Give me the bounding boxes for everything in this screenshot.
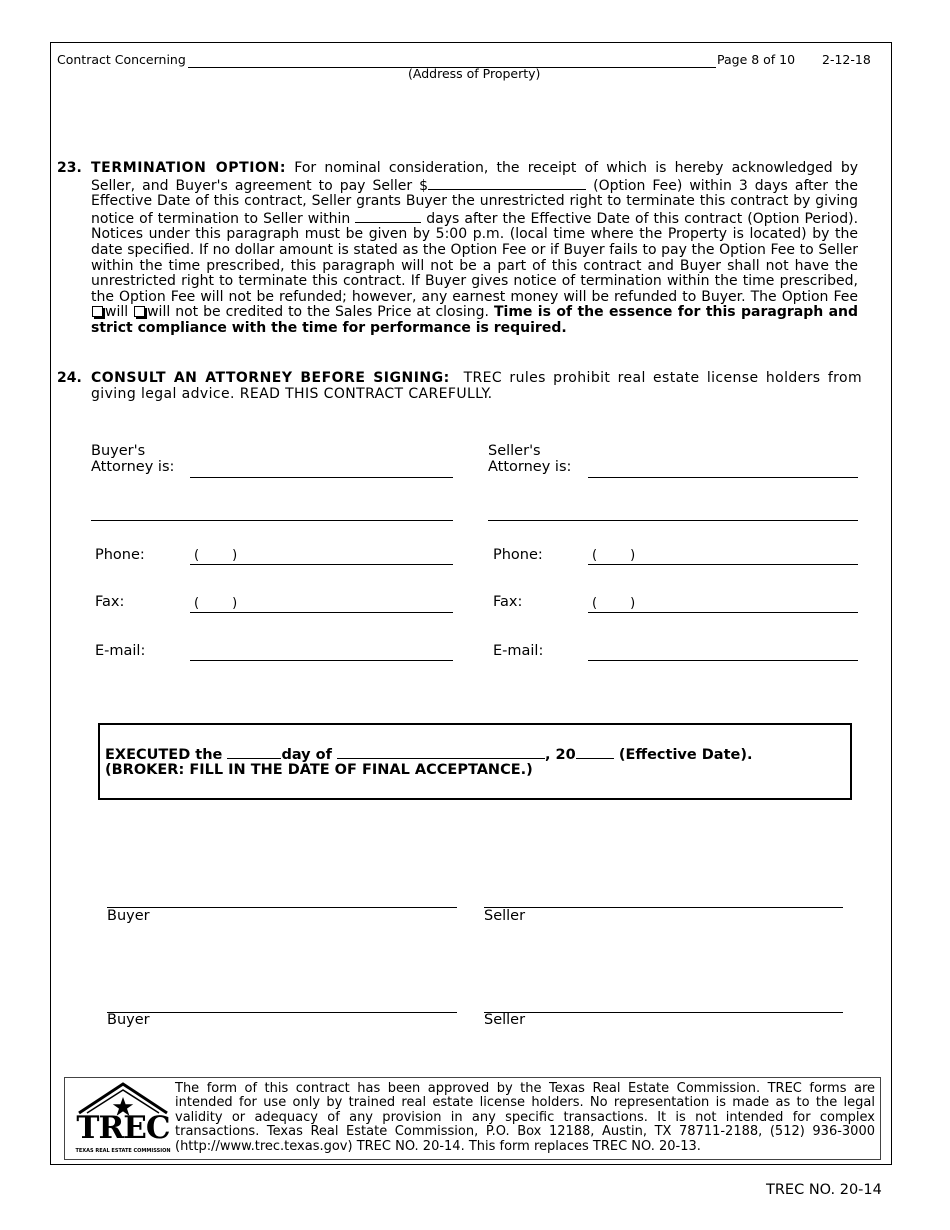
section-24-text: TREC rules prohibit real estate license holders from giving legal advice. READ THIS CONTRACT CAREFULLY.: [91, 370, 863, 402]
footer-disclaimer: The form of this contract has been approved by the Texas Real Estate Commission. TREC forms are intended for use only by trained real estate license holders. No representation is made as to the legal validity or adequacy of any provision in any specific transactions. It is not intended for complex transactions. Texas Real Estate Commission, P.O. Box 12188, Austin, TX 78711-2188, (512) 936-3000 (http://www.trec.texas.gov) TREC NO. 20-14. This form replaces TREC NO. 20-13.: [175, 1081, 875, 1154]
buyer-attorney-label-2: Attorney is:: [91, 459, 175, 475]
page-number: Page 8 of 10: [717, 52, 796, 67]
seller-attorney-label-1: Seller's: [488, 443, 541, 459]
buyer-email-line[interactable]: [190, 660, 453, 661]
seller-attorney-name-line[interactable]: [588, 477, 858, 478]
executed-the-label: EXECUTED the: [105, 747, 223, 763]
trec-logo-wordmark: TREC: [76, 1110, 170, 1146]
address-caption: (Address of Property): [408, 66, 541, 81]
buyer-signature-label-2: Buyer: [107, 1012, 150, 1028]
section-23-paragraph: [91, 161, 858, 337]
executed-line-1: [105, 746, 752, 763]
section-23-title: TERMINATION OPTION:: [91, 160, 287, 176]
section-23-number: 23.: [57, 160, 82, 176]
buyer-signature-line-1[interactable]: [107, 907, 457, 908]
section-23-text-b: (Option Fee) within 3 days after the Effective Date of this contract, Seller grants Buyer the unrestricted right to terminate this contract by giving notice of termination to Seller within: [91, 177, 859, 227]
buyer-phone-line[interactable]: [190, 564, 453, 565]
form-revision-date: 2-12-18: [822, 52, 871, 67]
seller-fax-area-code: ( ): [592, 596, 636, 611]
effective-date-label: (Effective Date).: [618, 747, 753, 763]
buyer-phone-area-code: ( ): [194, 548, 238, 563]
contract-concerning-label: Contract Concerning: [57, 52, 186, 67]
seller-attorney-label-2: Attorney is:: [488, 459, 572, 475]
seller-fax-line[interactable]: [588, 612, 858, 613]
section-23-text-c: days after the Effective Date of this contract (Option Period). Notices under this paragraph must be given by 5:00 p.m. (local time where the Property is located) by the date specified. If no dollar amount is stated as the Option Fee or if Buyer fails to pay the Option Fee to Seller within the time prescribed, this paragraph will not be a part of this contract and Buyer shall not have the unrestricted right to terminate this contract. If Buyer gives notice of termination within the time prescribed, the Option Fee will not be refunded; however, any earnest money will be refunded to Buyer. The Option Fee: [91, 210, 859, 305]
buyer-fax-line[interactable]: [190, 612, 453, 613]
buyer-fax-label: Fax:: [95, 594, 125, 610]
option-fee-will-not-checkbox[interactable]: [134, 306, 145, 317]
section-23-bold-end: Time is of the essence for this paragraph and strict compliance with the time for performance is required.: [91, 304, 859, 336]
buyer-attorney-label-1: Buyer's: [91, 443, 146, 459]
buyer-signature-label-1: Buyer: [107, 908, 150, 924]
seller-email-line[interactable]: [588, 660, 858, 661]
will-label: will: [105, 304, 129, 321]
section-24-title: CONSULT AN ATTORNEY BEFORE SIGNING:: [91, 370, 450, 386]
seller-signature-label-2: Seller: [484, 1012, 526, 1028]
seller-signature-line-2[interactable]: [484, 1012, 843, 1013]
option-fee-will-checkbox[interactable]: [92, 306, 103, 317]
day-of-label: day of: [281, 747, 332, 763]
seller-email-label: E-mail:: [493, 643, 544, 659]
seller-phone-label: Phone:: [493, 547, 543, 563]
section-24-paragraph: [91, 371, 862, 402]
buyer-phone-label: Phone:: [95, 547, 145, 563]
will-not-label: will not be credited to the Sales Price at closing.: [147, 304, 489, 321]
seller-attorney-address-line[interactable]: [488, 520, 858, 521]
section-23-text-a: For nominal consideration, the receipt of which is hereby acknowledged by Seller, and Buyer's agreement to pay Seller $: [91, 160, 859, 194]
year-prefix-label: , 20: [545, 747, 576, 763]
executed-date-box: [98, 723, 852, 800]
seller-phone-area-code: ( ): [592, 548, 636, 563]
buyer-fax-area-code: ( ): [194, 596, 238, 611]
executed-year-blank[interactable]: [576, 746, 614, 759]
section-24-number: 24.: [57, 370, 82, 386]
buyer-email-label: E-mail:: [95, 643, 146, 659]
form-number: TREC NO. 20-14: [766, 1182, 882, 1198]
executed-day-blank[interactable]: [227, 746, 281, 759]
seller-phone-line[interactable]: [588, 564, 858, 565]
footer-box: [64, 1077, 881, 1160]
seller-fax-label: Fax:: [493, 594, 523, 610]
trec-logo-subtitle: TEXAS REAL ESTATE COMMISSION: [75, 1148, 171, 1154]
executed-month-blank[interactable]: [337, 746, 545, 759]
option-fee-blank[interactable]: [428, 177, 586, 190]
trec-logo: [73, 1081, 173, 1157]
seller-signature-label-1: Seller: [484, 908, 526, 924]
seller-signature-line-1[interactable]: [484, 907, 843, 908]
buyer-attorney-address-line[interactable]: [91, 520, 453, 521]
buyer-attorney-name-line[interactable]: [190, 477, 453, 478]
buyer-signature-line-2[interactable]: [107, 1012, 457, 1013]
broker-instruction: (BROKER: FILL IN THE DATE OF FINAL ACCEPTANCE.): [105, 762, 533, 778]
option-days-blank[interactable]: [355, 210, 421, 223]
